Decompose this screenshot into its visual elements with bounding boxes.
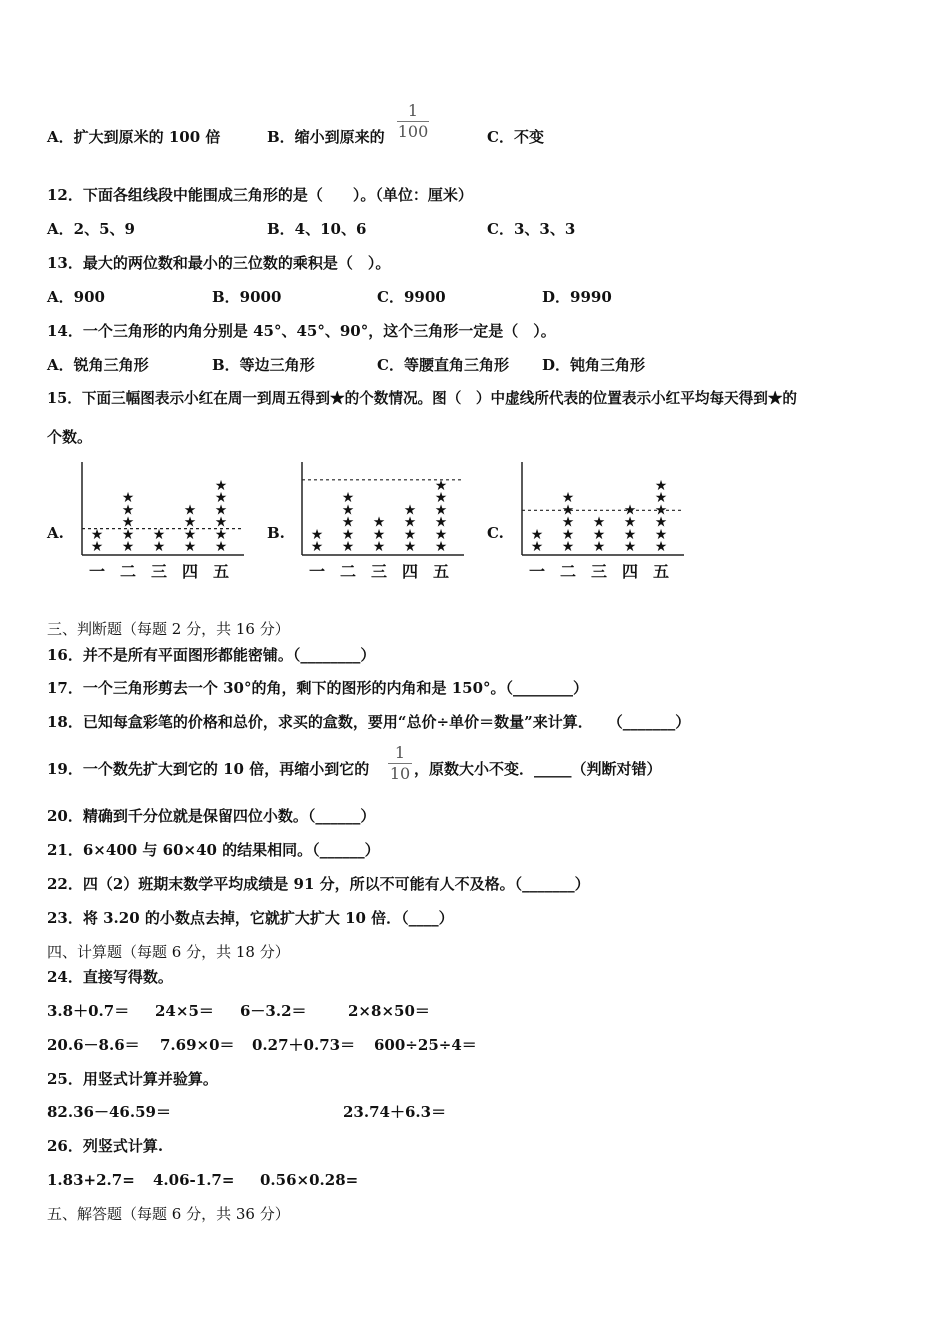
star-mark: ★	[592, 539, 606, 555]
star-mark: ★	[434, 502, 448, 519]
q24-item: 20.6－8.6＝	[47, 1036, 140, 1054]
day-tick-label: 三	[150, 562, 168, 581]
star-mark: ★	[654, 490, 668, 507]
q19-post: ，原数大小不变．_____（判断对错）	[414, 760, 662, 778]
q26-stem: 26．列竖式计算.	[47, 1137, 164, 1155]
star-mark: ★	[121, 539, 135, 555]
day-tick-label: 一	[308, 562, 326, 581]
q11-option-c: C．不变	[487, 128, 544, 146]
q24-item: 3.8＋0.7＝	[47, 1002, 130, 1020]
q12-option-a: A．2、5、9	[47, 220, 135, 238]
section4-title: 四、计算题（每题 6 分，共 18 分）	[47, 943, 290, 961]
star-mark: ★	[623, 514, 637, 531]
day-tick-label: 三	[370, 562, 388, 581]
star-mark: ★	[121, 490, 135, 507]
star-mark: ★	[530, 539, 544, 555]
star-mark: ★	[310, 526, 324, 543]
day-tick-label: 五	[432, 562, 450, 581]
star-mark: ★	[183, 526, 197, 543]
star-mark: ★	[341, 539, 355, 555]
q14-option-d: D．钝角三角形	[542, 356, 646, 374]
star-mark: ★	[561, 539, 575, 555]
q12-stem: 12．下面各组线段中能围成三角形的是（ ）。（单位：厘米）	[47, 186, 473, 204]
q24-stem: 24．直接写得数。	[47, 968, 173, 986]
day-tick-label: 一	[88, 562, 106, 581]
day-tick-label: 四	[621, 562, 639, 581]
star-chart-a	[78, 458, 248, 592]
q22: 22．四（2）班期末数学平均成绩是 91 分，所以不可能有人不及格。（_______）	[47, 875, 590, 893]
star-chart-b-svg	[298, 458, 468, 588]
star-chart-c-svg	[518, 458, 688, 588]
day-tick-label: 一	[528, 562, 546, 581]
fraction-denominator: 10	[389, 764, 411, 783]
q11-fraction	[397, 102, 429, 141]
q11-option-a: A．扩大到原米的 100 倍	[47, 128, 221, 146]
q25-stem: 25．用竖式计算并验算。	[47, 1070, 218, 1088]
day-tick-label: 三	[590, 562, 608, 581]
star-mark: ★	[654, 514, 668, 531]
star-mark: ★	[341, 514, 355, 531]
star-mark: ★	[341, 502, 355, 519]
star-mark: ★	[403, 539, 417, 555]
star-mark: ★	[341, 490, 355, 507]
star-mark: ★	[592, 526, 606, 543]
star-mark: ★	[561, 490, 575, 507]
star-mark: ★	[592, 514, 606, 531]
q13-option-d: D．9990	[542, 288, 612, 306]
q21: 21．6×400 与 60×40 的结果相同。（______）	[47, 841, 380, 859]
star-mark: ★	[121, 502, 135, 519]
star-mark: ★	[403, 502, 417, 519]
q26-item: 4.06-1.7=	[153, 1171, 235, 1189]
q17: 17．一个三角形剪去一个 30°的角，剩下的图形的内角和是 150°。（________）	[47, 679, 589, 697]
q15-stem-line2: 个数。	[47, 428, 93, 446]
star-mark: ★	[183, 502, 197, 519]
star-mark: ★	[654, 502, 668, 519]
q14-option-c: C．等腰直角三角形	[377, 356, 509, 374]
star-mark: ★	[214, 526, 228, 543]
star-mark: ★	[183, 514, 197, 531]
q19-pre: 19．一个数先扩大到它的 10 倍，再缩小到它的	[47, 760, 370, 778]
star-mark: ★	[561, 526, 575, 543]
q13-option-b: B．9000	[212, 288, 282, 306]
star-mark: ★	[623, 502, 637, 519]
day-tick-label: 二	[339, 562, 357, 581]
section5-title: 五、解答题（每题 6 分，共 36 分）	[47, 1205, 290, 1223]
q15-label-b: B.	[267, 524, 285, 542]
q14-option-b: B．等边三角形	[212, 356, 315, 374]
q24-item: 600÷25÷4＝	[374, 1036, 477, 1054]
star-mark: ★	[623, 539, 637, 555]
q12-option-c: C．3、3、3	[487, 220, 576, 238]
star-chart-b	[298, 458, 468, 592]
star-mark: ★	[214, 539, 228, 555]
star-mark: ★	[372, 514, 386, 531]
q20: 20．精确到千分位就是保留四位小数。（______）	[47, 807, 376, 825]
star-mark: ★	[90, 539, 104, 555]
star-mark: ★	[214, 514, 228, 531]
fraction-denominator: 100	[397, 122, 429, 141]
star-mark: ★	[561, 502, 575, 519]
star-mark: ★	[310, 539, 324, 555]
q18: 18．已知每盒彩笔的价格和总价，求买的盒数，要用“总价÷单价＝数量”来计算． （_______）	[47, 713, 691, 731]
star-mark: ★	[654, 526, 668, 543]
day-tick-label: 四	[401, 562, 419, 581]
q26-item: 0.56×0.28=	[260, 1171, 359, 1189]
q16: 16．并不是所有平面图形都能密铺。（________）	[47, 646, 376, 664]
day-tick-label: 五	[212, 562, 230, 581]
star-mark: ★	[403, 514, 417, 531]
day-tick-label: 四	[181, 562, 199, 581]
star-mark: ★	[434, 514, 448, 531]
q15-label-c: C.	[487, 524, 504, 542]
star-mark: ★	[434, 539, 448, 555]
star-mark: ★	[434, 526, 448, 543]
q15-label-a: A.	[47, 524, 64, 542]
star-mark: ★	[434, 490, 448, 507]
star-mark: ★	[654, 478, 668, 494]
q24-item: 6－3.2＝	[240, 1002, 307, 1020]
q11-option-b: B．缩小到原来的	[267, 128, 385, 146]
star-mark: ★	[403, 526, 417, 543]
q24-item: 0.27＋0.73＝	[252, 1036, 356, 1054]
star-mark: ★	[214, 490, 228, 507]
day-tick-label: 二	[559, 562, 577, 581]
star-mark: ★	[623, 526, 637, 543]
q12-option-b: B．4、10、6	[267, 220, 367, 238]
star-mark: ★	[152, 539, 166, 555]
day-tick-label: 五	[652, 562, 670, 581]
fraction-numerator: 1	[394, 743, 406, 762]
star-mark: ★	[121, 526, 135, 543]
star-mark: ★	[530, 526, 544, 543]
day-tick-label: 二	[119, 562, 137, 581]
q26-item: 1.83+2.7=	[47, 1171, 135, 1189]
q13-stem: 13．最大的两位数和最小的三位数的乘积是（ ）。	[47, 254, 391, 272]
q14-option-a: A．锐角三角形	[47, 356, 149, 374]
q13-option-a: A．900	[47, 288, 105, 306]
star-mark: ★	[183, 539, 197, 555]
q25-item: 82.36－46.59＝	[47, 1103, 171, 1121]
q24-item: 2×8×50＝	[348, 1002, 430, 1020]
star-chart-c	[518, 458, 688, 592]
star-mark: ★	[372, 526, 386, 543]
star-mark: ★	[152, 526, 166, 543]
star-mark: ★	[214, 502, 228, 519]
section3-title: 三、判断题（每题 2 分，共 16 分）	[47, 620, 290, 638]
star-mark: ★	[341, 526, 355, 543]
star-mark: ★	[214, 478, 228, 494]
q13-option-c: C．9900	[377, 288, 446, 306]
q15-stem-line1: 15．下面三幅图表示小红在周一到周五得到★的个数情况。图（ ）中虚线所代表的位置表示小红平均每天得到★的	[47, 390, 798, 407]
q24-item: 24×5＝	[155, 1002, 214, 1020]
star-mark: ★	[372, 539, 386, 555]
star-mark: ★	[561, 514, 575, 531]
star-mark: ★	[90, 526, 104, 543]
q19-fraction	[388, 744, 412, 783]
q25-item: 23.74＋6.3＝	[343, 1103, 447, 1121]
star-chart-a-svg	[78, 458, 248, 588]
star-mark: ★	[434, 478, 448, 494]
star-mark: ★	[121, 514, 135, 531]
q23: 23．将 3.20 的小数点去掉，它就扩大扩大 10 倍．（____）	[47, 909, 454, 927]
fraction-numerator: 1	[407, 101, 419, 120]
q24-item: 7.69×0＝	[160, 1036, 235, 1054]
q14-stem: 14．一个三角形的内角分别是 45°、45°、90°，这个三角形一定是（ ）。	[47, 322, 556, 340]
star-mark: ★	[654, 539, 668, 555]
